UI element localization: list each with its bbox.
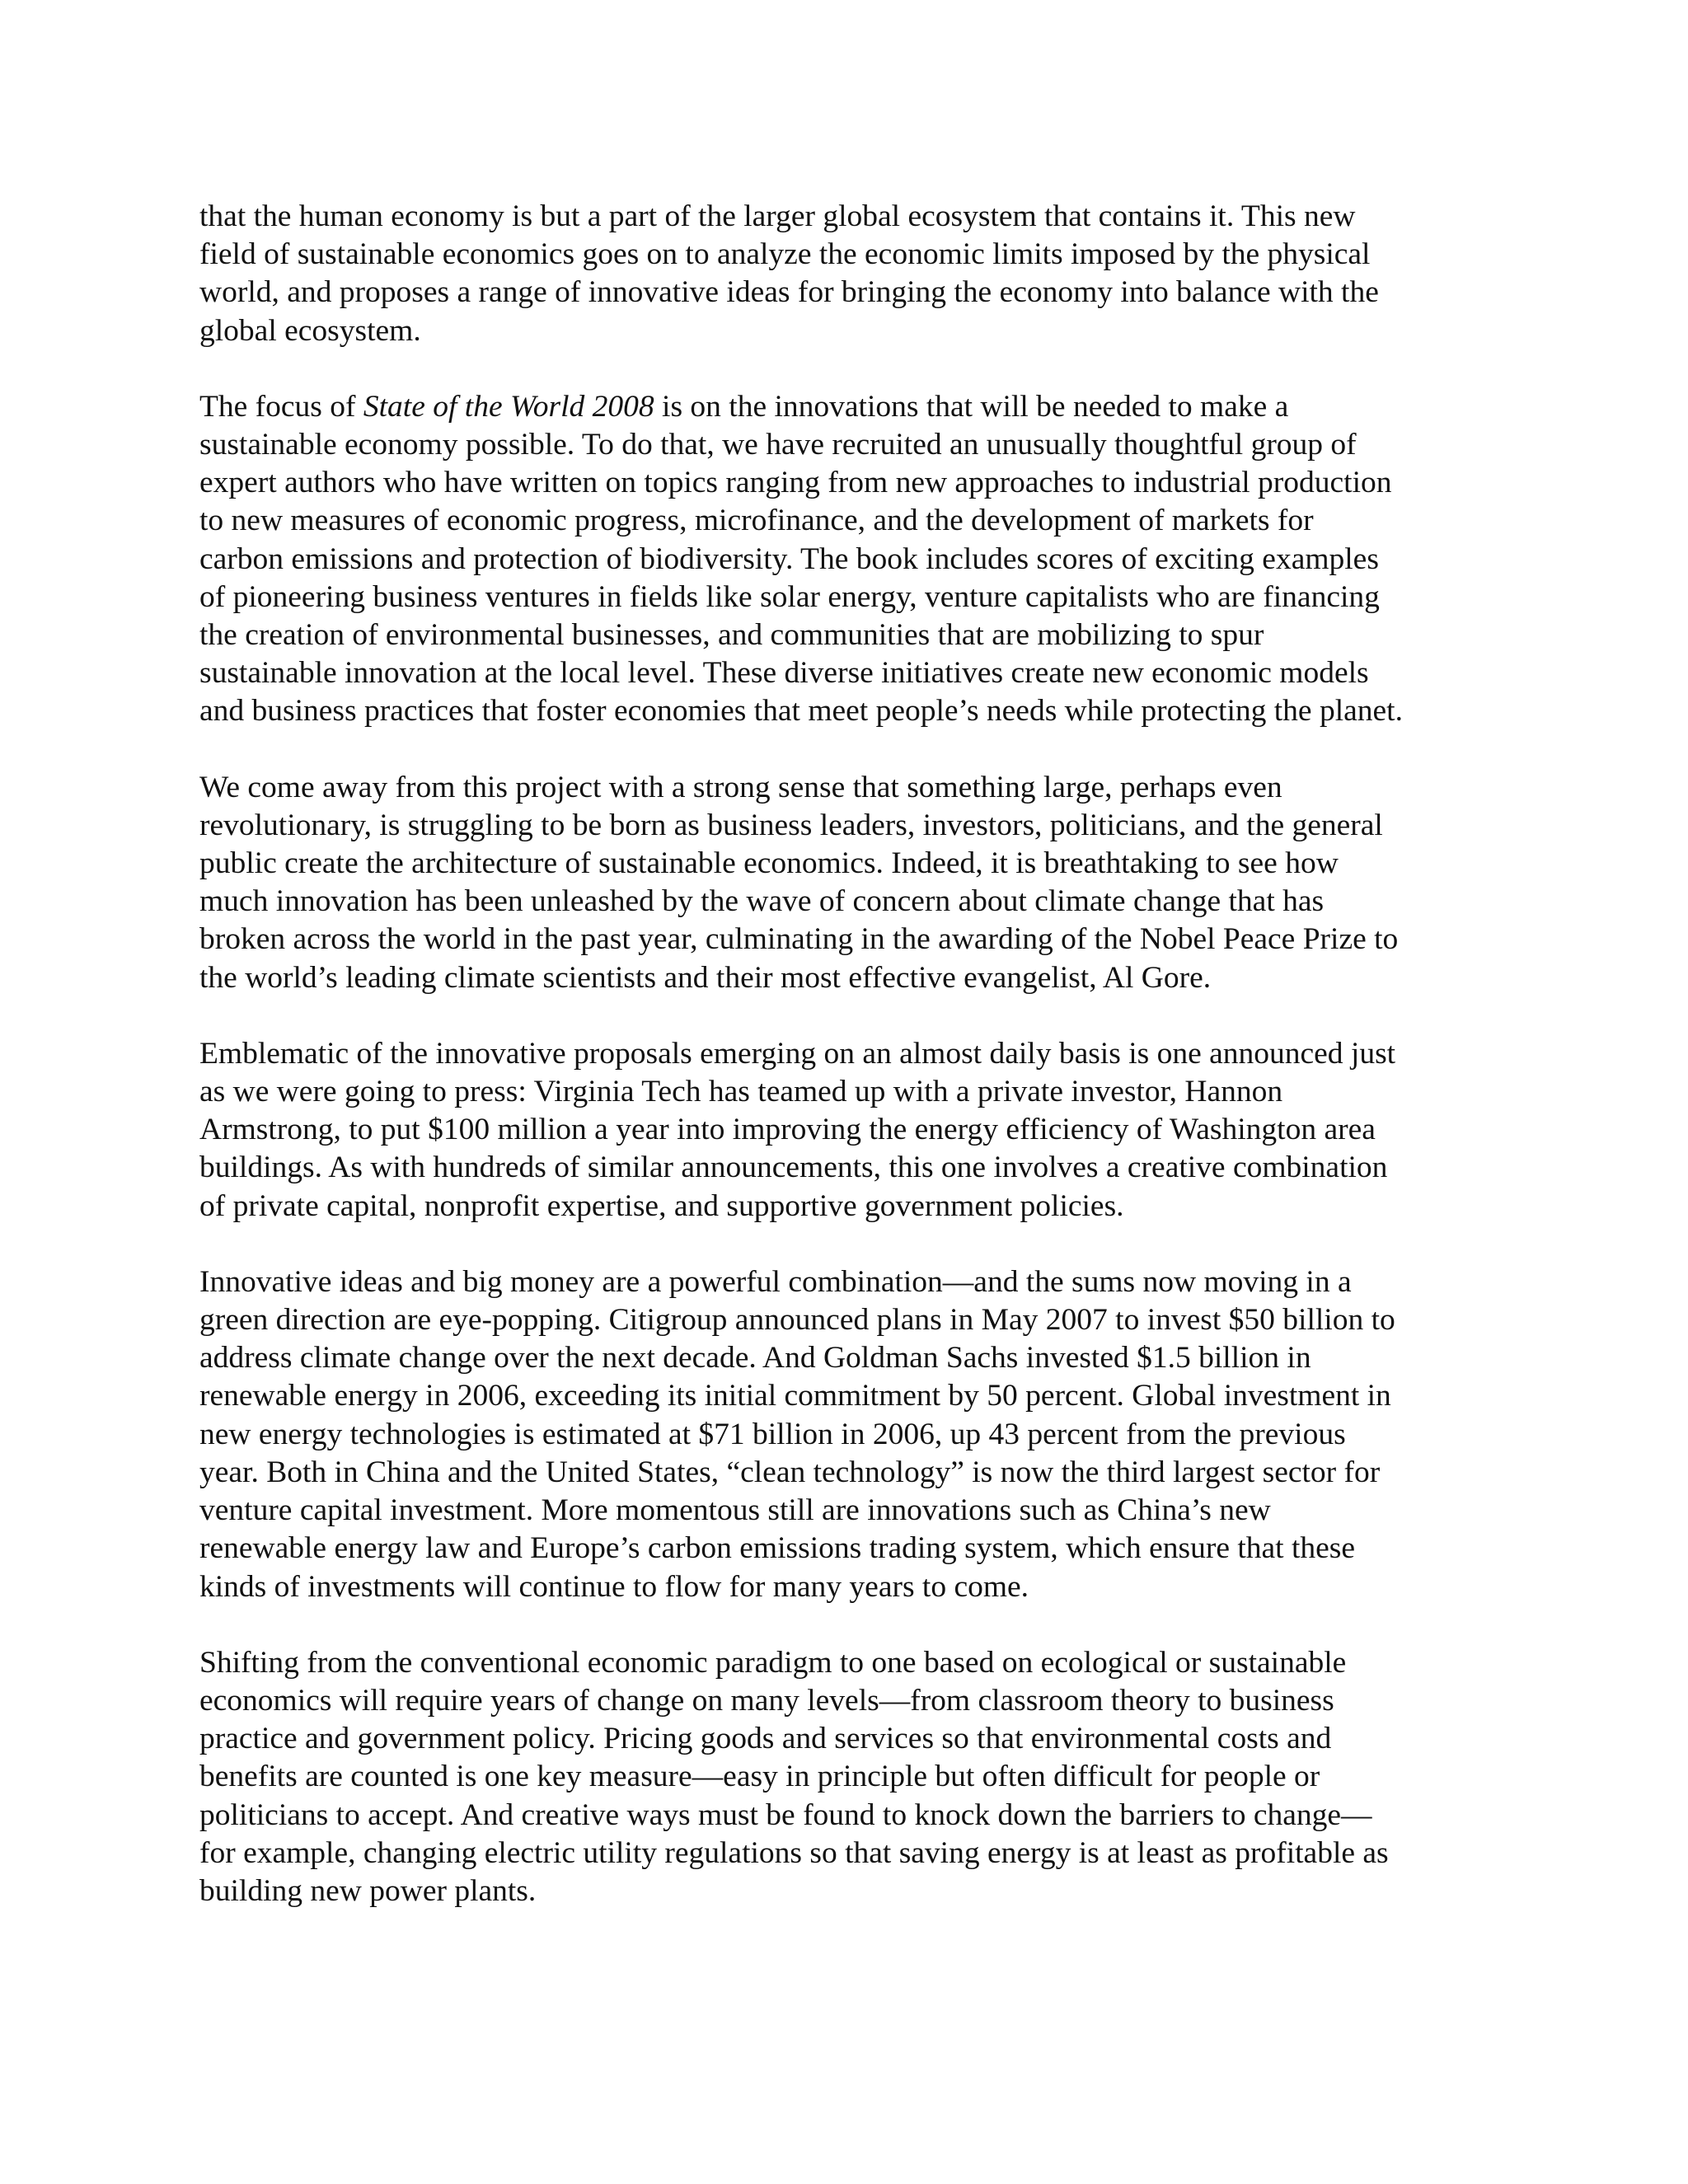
paragraph-2 xyxy=(199,388,1493,731)
text-line: sustainable innovation at the local level. These diverse initiatives create new economic models xyxy=(199,656,1369,691)
text-line: much innovation has been unleashed by the wave of concern about climate change that has xyxy=(199,884,1325,919)
paragraph-5 xyxy=(199,1263,1493,1606)
text-line: expert authors who have written on topics ranging from new approaches to industrial production xyxy=(199,466,1392,500)
text-line: economics will require years of change on many levels—from classroom theory to business xyxy=(199,1683,1334,1718)
text-line: as we were going to press: Virginia Tech has teamed up with a private investor, Hannon xyxy=(199,1075,1283,1109)
text-line: field of sustainable economics goes on to analyze the economic limits imposed by the physical xyxy=(199,237,1371,272)
text-line: We come away from this project with a strong sense that something large, perhaps even xyxy=(199,770,1282,804)
text-line: benefits are counted is one key measure—easy in principle but often difficult for people or xyxy=(199,1760,1320,1794)
text-line xyxy=(199,388,1493,426)
text-line: practice and government policy. Pricing goods and services so that environmental costs and xyxy=(199,1722,1332,1756)
text-line: Emblematic of the innovative proposals emerging on an almost daily basis is one announced just xyxy=(199,1036,1396,1071)
text-line: new energy technologies is estimated at $71 billion in 2006, up 43 percent from the previous xyxy=(199,1417,1346,1451)
paragraph-4 xyxy=(199,1035,1493,1226)
text-line: renewable energy law and Europe’s carbon emissions trading system, which ensure that these xyxy=(199,1531,1356,1566)
text-line: global ecosystem. xyxy=(199,313,421,348)
text-line: Innovative ideas and big money are a powerful combination—and the sums now moving in a xyxy=(199,1264,1352,1299)
text-line: the creation of environmental businesses, and communities that are mobilizing to spur xyxy=(199,618,1264,653)
text-line: of private capital, nonprofit expertise, and supportive government policies. xyxy=(199,1188,1124,1223)
text-line: broken across the world in the past year, culminating in the awarding of the Nobel Peace Prize to xyxy=(199,922,1399,957)
text-line: that the human economy is but a part of the larger global ecosystem that contains it. This new xyxy=(199,199,1356,233)
paragraph-3 xyxy=(199,769,1493,997)
text-line: venture capital investment. More momentous still are innovations such as China’s new xyxy=(199,1493,1271,1528)
text-line: kinds of investments will continue to flow for many years to come. xyxy=(199,1569,1029,1604)
text-line: sustainable economy possible. To do that, we have recruited an unusually thoughtful group of xyxy=(199,428,1357,462)
text-line: of pioneering business ventures in fields like solar energy, venture capitalists who are financing xyxy=(199,579,1380,614)
text-line: year. Both in China and the United States, “clean technology” is now the third largest sector for xyxy=(199,1455,1381,1489)
text-line: buildings. As with hundreds of similar announcements, this one involves a creative combination xyxy=(199,1151,1388,1185)
text-run: The focus of xyxy=(199,389,363,424)
text-line: and business practices that foster economies that meet people’s needs while protecting the planet. xyxy=(199,694,1403,729)
paragraph-6 xyxy=(199,1644,1493,1910)
text-line: carbon emissions and protection of biodiversity. The book includes scores of exciting examples xyxy=(199,541,1379,576)
text-line: Shifting from the conventional economic paradigm to one based on ecological or sustainable xyxy=(199,1645,1347,1680)
text-line: address climate change over the next decade. And Goldman Sachs invested $1.5 billion in xyxy=(199,1341,1311,1376)
text-line: public create the architecture of sustainable economics. Indeed, it is breathtaking to see how xyxy=(199,846,1339,881)
text-line: to new measures of economic progress, microfinance, and the development of markets for xyxy=(199,504,1314,538)
book-title: State of the World 2008 xyxy=(363,389,654,424)
text-line: world, and proposes a range of innovative ideas for bringing the economy into balance with the xyxy=(199,275,1379,310)
text-line: building new power plants. xyxy=(199,1873,537,1908)
text-line: revolutionary, is struggling to be born as business leaders, investors, politicians, and the general xyxy=(199,808,1383,842)
text-line: green direction are eye-popping. Citigroup announced plans in May 2007 to invest $50 billion to xyxy=(199,1303,1395,1338)
text-line: Armstrong, to put $100 million a year into improving the energy efficiency of Washington area xyxy=(199,1113,1376,1147)
body-text xyxy=(199,198,1493,1948)
paragraph-1 xyxy=(199,198,1493,350)
text-line: politicians to accept. And creative ways must be found to knock down the barriers to change— xyxy=(199,1797,1372,1832)
text-run: is on the innovations that will be needed to make a xyxy=(654,389,1289,424)
text-line: for example, changing electric utility regulations so that saving energy is at least as profitable as xyxy=(199,1835,1389,1870)
text-line: renewable energy in 2006, exceeding its initial commitment by 50 percent. Global investment in xyxy=(199,1379,1391,1413)
text-line: the world’s leading climate scientists and their most effective evangelist, Al Gore. xyxy=(199,960,1212,995)
